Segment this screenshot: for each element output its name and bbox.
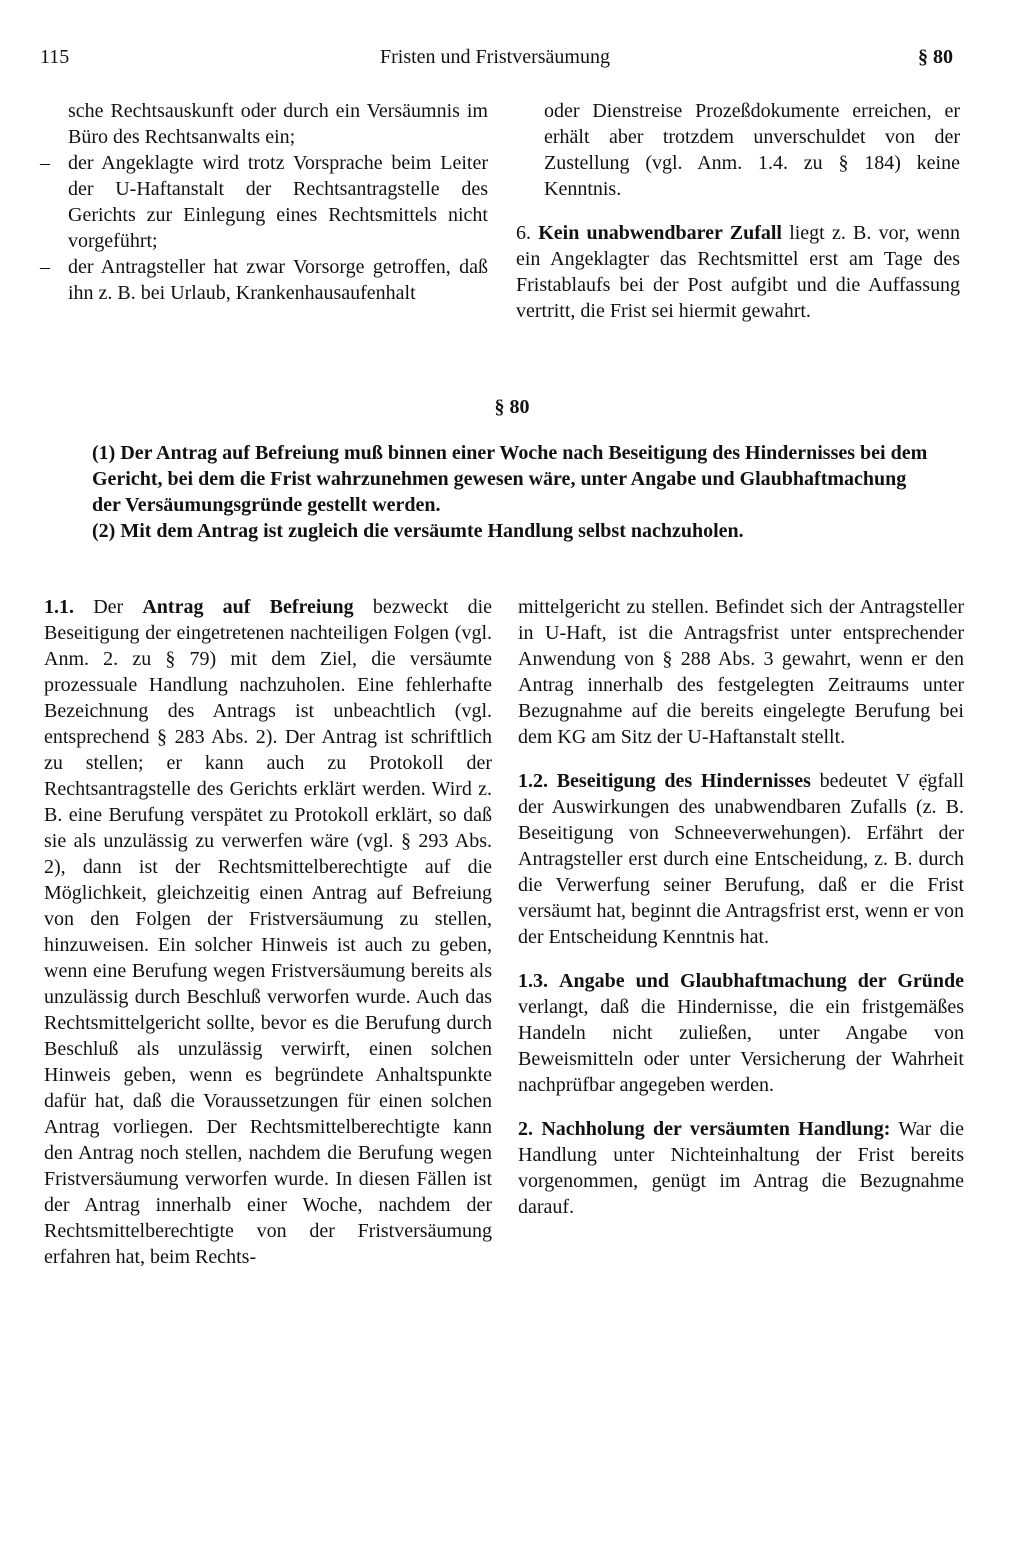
note-number: 1.2. — [518, 770, 548, 792]
note-number: 2. — [518, 1118, 533, 1140]
dash-marker: – — [40, 256, 50, 278]
dash-list-item — [40, 254, 488, 306]
dash-item-text: der Antragsteller hat zwar Vorsorge getroffen, daß ihn z. B. bei Urlaub, Krankenhausaufenhalt — [68, 256, 488, 304]
running-section: § 80 — [918, 46, 953, 68]
note-number: 1.1. — [44, 596, 74, 618]
note-1-3 — [518, 968, 964, 1098]
note-heading: Angabe und Glaubhaftmachung der Gründe — [559, 970, 964, 992]
note-1-2 — [518, 768, 964, 950]
note-text: liegt z. B. vor, wenn ein Angeklagter das Rechtsmittel erst am Tage des Fristablaufs bei der Post aufgibt und die Auffassung vertritt, die Frist sei hiermit gewahrt. — [516, 222, 960, 322]
note-number: 1.3. — [518, 970, 548, 992]
note-text: War die Handlung unter Nichteinhaltung der Frist bereits vorgenommen, genügt im Antrag die Bezugnahme darauf. — [518, 1118, 964, 1218]
note-heading: Beseitigung des Hindernisses — [556, 770, 811, 792]
law-paragraph-2: (2) Mit dem Antrag ist zugleich die versäumte Handlung selbst nachzuholen. — [92, 520, 744, 542]
note-text: bezweckt die Beseitigung der eingetretenen nachteiligen Folgen (vgl. Anm. 2. zu § 79) mit dem Ziel, die versäumte prozessuale Handlung nachzuholen. Eine fehlerhafte Bezeichnung des Antrags ist unbeachtlich (vgl. entsprechend § 283 Abs. 2). Der Antrag ist schriftlich zu stellen; er kann auch zu Protokoll der Rechtsantragstelle des Gerichts erklärt werden. Wird z. B. eine Berufung verspätet zu Protokoll erklärt, so daß sie als unzulässig zu verwerfen wäre (vgl. § 293 Abs. 2), dann ist der Rechtsmittelberechtigte auf die Möglichkeit, gleichzeitig einen Antrag auf Befreiung von den Folgen der Fristversäumung zu stellen, hinzuweisen. Ein solcher Hinweis ist auch zu geben, wenn eine Berufung wegen Fristversäumung bereits als unzulässig durch Beschluß verworfen wurde. Auch das Rechtsmittelgericht sollte, bevor es die Berufung durch Beschluß als unzulässig verwirft, einen solchen Hinweis geben, wenn es begründete Anhaltspunkte dafür hat, daß die Voraussetzungen für einen solchen Antrag vorliegen. Der Rechtsmittelberechtigte kann den Antrag noch stellen, nachdem die Berufung wegen Fristversäumung verworfen wurde. In diesen Fällen ist der Antrag innerhalb einer Woche, nachdem der Rechtsmittelberechtigte von der Fristversäumung erfahren hat, beim Rechts- — [44, 596, 492, 1268]
note-text: bedeutet V ẹ̈gfall der Auswirkungen des unabwendbaren Zufalls (z. B. Beseitigung von Schneeverwehungen). Erfährt der Antragsteller erst durch eine Entscheidung, z. B. durch die Verwerfung seiner Berufung, daß er die Frist versäumt hat, beginnt die Antragsfrist erst, wenn er von der Entscheidung Kenntnis hat. — [518, 770, 965, 948]
note-heading: Nachholung der versäumten Handlung: — [541, 1118, 891, 1140]
section-heading: § 80 — [494, 396, 530, 418]
dash-item-text: der Angeklagte wird trotz Vorsprache beim Leiter der U-Haftanstalt der Rechtsantragstelle des Gerichts zur Einlegung eines Rechtsmittels nicht vorgeführt; — [68, 152, 488, 252]
commentary-right-column — [518, 594, 964, 1220]
note-heading: Kein unabwendbarer Zufall — [538, 222, 782, 244]
continued-paragraph: oder Dienstreise Prozeßdokumente erreichen, er erhält aber trotzdem unverschuldet von der Zustellung (vgl. Anm. 1.4. zu § 184) keine Kenntnis. — [544, 100, 960, 200]
continued-paragraph: mittelgericht zu stellen. Befindet sich der Antragsteller in U-Haft, ist die Antragsfrist unter entsprechender Anwendung von § 288 Abs. 3 gewahrt, wenn er den Antrag innerhalb des festgelegten Zeitraums unter Bezugnahme auf die bereits eingelegte Berufung bei dem KG am Sitz der U-Haftanstalt stellt. — [518, 596, 964, 748]
note-lead: Der — [93, 596, 124, 618]
note-2 — [518, 1116, 964, 1220]
note-number: 6. — [516, 222, 531, 244]
dash-marker: – — [40, 152, 50, 174]
commentary-left-column — [44, 594, 492, 1270]
law-paragraph-1: (1) Der Antrag auf Befreiung muß binnen einer Woche nach Beseitigung des Hindernisses bei dem Gericht, bei dem die Frist wahrzunehmen gewesen wäre, unter Angabe und Glaubhaftmachung der Versäumungsgründe gestellt werden. — [92, 442, 928, 516]
dash-list-item — [40, 150, 488, 254]
note-6 — [516, 220, 960, 324]
note-1-1 — [44, 594, 492, 1270]
note-text: verlangt, daß die Hindernisse, die ein fristgemäßes Handeln nicht zuließen, unter Angabe von Beweismitteln oder unter Versicherung der Wahrheit nachprüfbar angegeben werden. — [518, 996, 964, 1096]
law-text — [92, 440, 930, 544]
note-heading: Antrag auf Befreiung — [142, 596, 354, 618]
top-right-column — [516, 98, 960, 324]
top-left-column — [40, 98, 488, 306]
continued-paragraph: sche Rechtsauskunft oder durch ein Versäumnis im Büro des Rechtsanwalts ein; — [68, 100, 488, 148]
page-number: 115 — [40, 46, 70, 68]
running-title: Fristen und Fristversäumung — [380, 46, 610, 68]
